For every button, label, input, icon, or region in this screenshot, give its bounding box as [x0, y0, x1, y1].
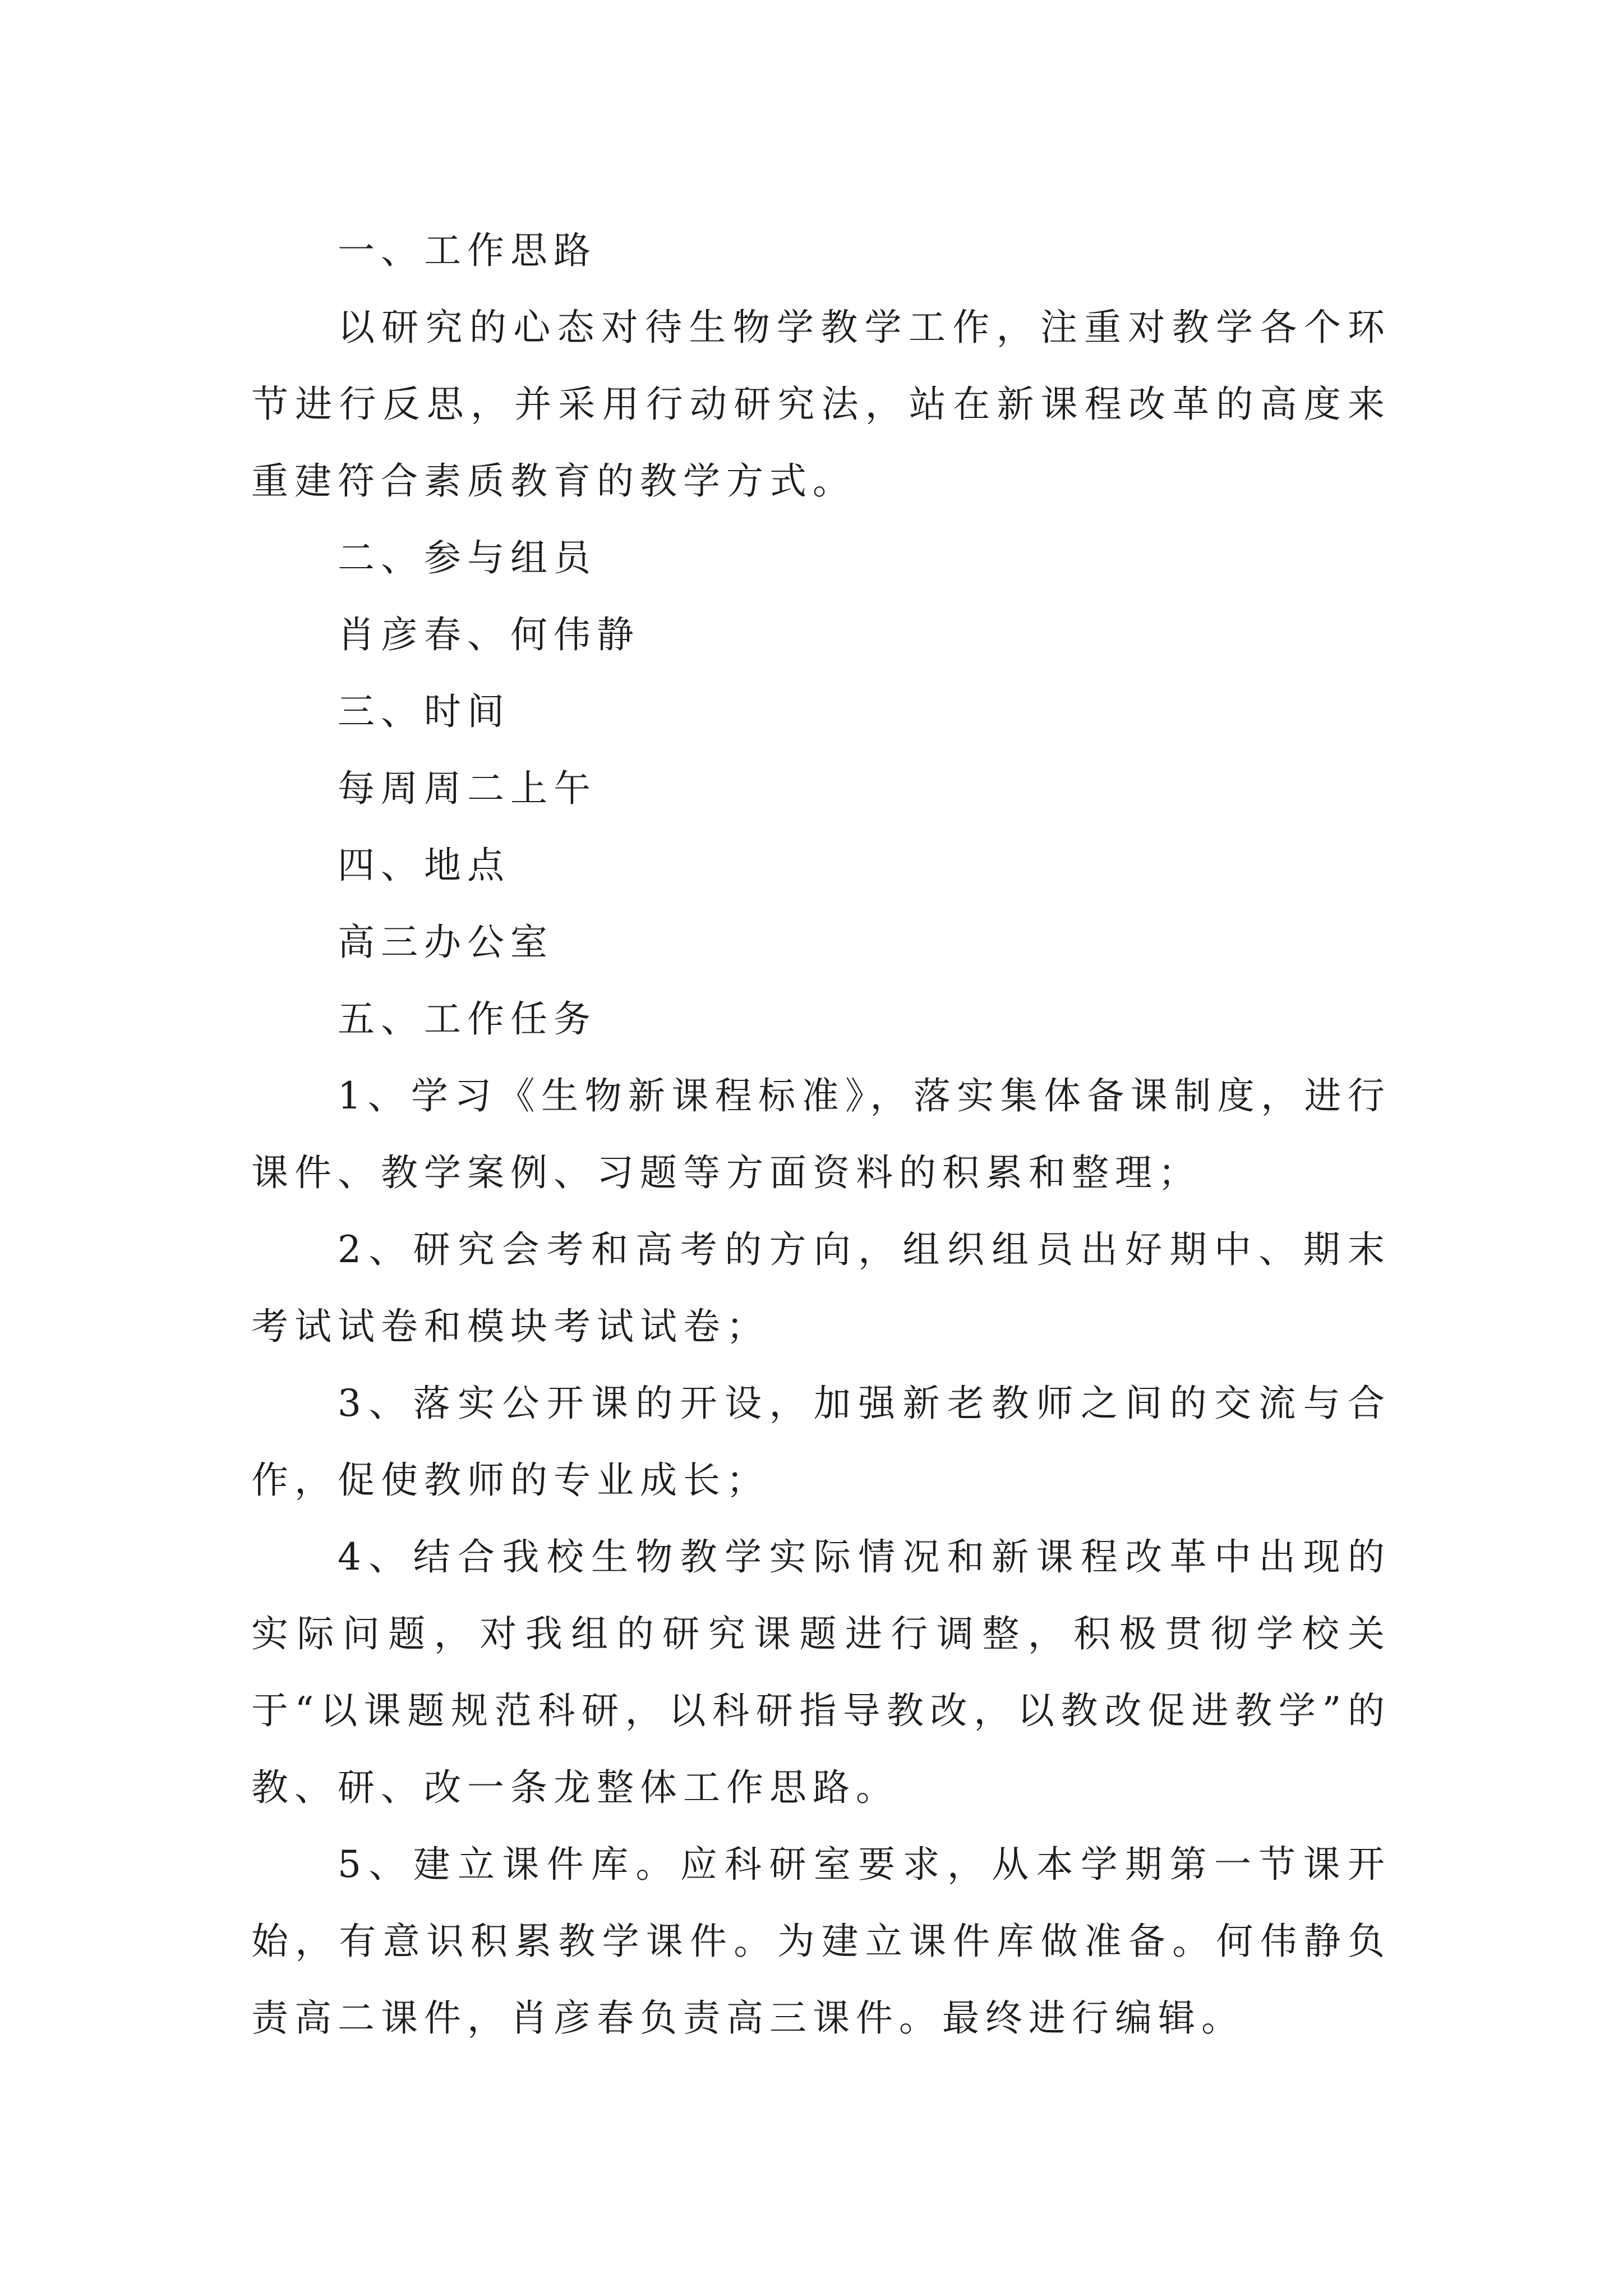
- section-heading-location: 四、地点: [338, 844, 510, 887]
- paragraph-location: 高三办公室: [338, 921, 554, 964]
- task-item-2: 2、研究会考和高考的方向，组织组员出好期中、期末考试试卷和模块考试试卷；: [251, 1228, 1391, 1348]
- paragraph-work-idea: 以研究的心态对待生物学教学工作，注重对教学各个环节进行反思，并采用行动研究法，站在新课程改革的高度来重建符合素质教育的教学方式。: [251, 306, 1391, 503]
- section-heading-time: 三、时间: [338, 690, 510, 733]
- section-heading-tasks: 五、工作任务: [338, 997, 597, 1041]
- task-item-3: 3、落实公开课的开设，加强新老教师之间的交流与合作，促使教师的专业成长；: [251, 1382, 1391, 1502]
- section-heading-members: 二、参与组员: [338, 536, 597, 579]
- task-item-5: 5、建立课件库。应科研室要求，从本学期第一节课开始，有意识积累教学课件。为建立课件库做准备。何伟静负责高二课件，肖彦春负责高三课件。最终进行编辑。: [251, 1843, 1391, 2040]
- task-item-4: 4、结合我校生物教学实际情况和新课程改革中出现的实际问题，对我组的研究课题进行调整，积极贯彻学校关于“以课题规范科研，以科研指导教改，以教改促进教学”的教、研、改一条龙整体工作思路。: [251, 1535, 1391, 1809]
- task-item-1: 1、学习《生物新课程标准》，落实集体备课制度，进行课件、教学案例、习题等方面资料的积累和整理；: [251, 1074, 1391, 1194]
- document-body: [251, 212, 1391, 2056]
- section-heading-work-idea: 一、工作思路: [338, 229, 597, 272]
- paragraph-members: 肖彦春、何伟静: [338, 613, 640, 656]
- paragraph-time: 每周周二上午: [338, 767, 597, 810]
